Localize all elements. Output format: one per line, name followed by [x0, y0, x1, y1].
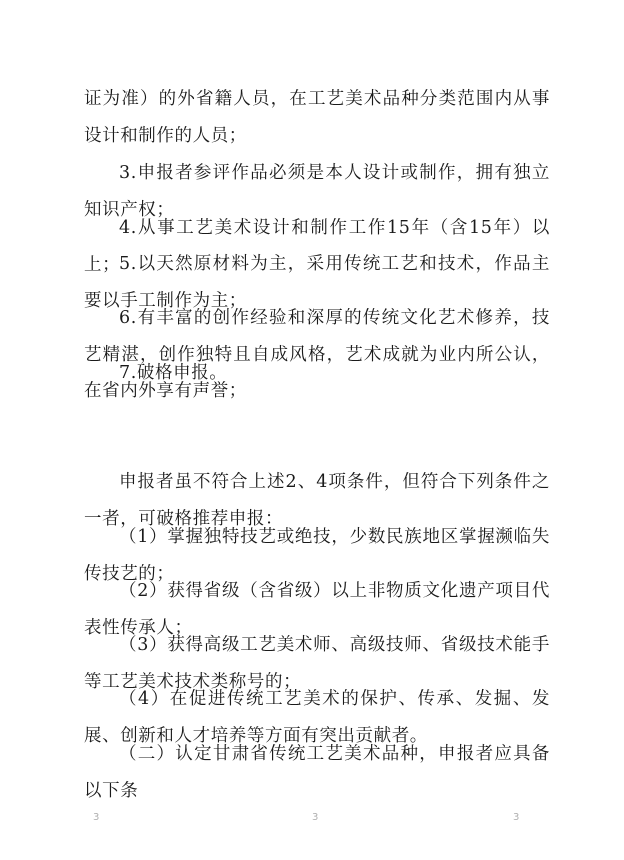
paragraph-6: 7.破格申报。 — [119, 363, 228, 383]
paragraph-2: 3.申报者参评作品必须是本人设计或制作，拥有独立知识产权； — [84, 163, 550, 220]
paragraph-1: 证为准）的外省籍人员，在工艺美术品种分类范围内从事设计和制作的人员； — [84, 89, 550, 146]
paragraph-3: 4.从事工艺美术设计和制作工作15年（含15年）以上； — [84, 218, 550, 275]
paragraph-5: 6.有丰富的创作经验和深厚的传统文化艺术修养，技艺精湛，创作独特且自成风格，艺术成就为业内所公认，在省内外享有声誉； — [84, 308, 550, 401]
paragraph-12: （二）认定甘肃省传统工艺美术品种，申报者应具备以下条 — [84, 744, 550, 801]
paragraph-4: 5.以天然原材料为主，采用传统工艺和技术，作品主要以手工制作为主； — [84, 254, 550, 311]
page-mark-left: 3 — [93, 812, 100, 823]
paragraph-7: 申报者虽不符合上述2、4项条件，但符合下列条件之一者，可破格推荐申报： — [84, 472, 550, 529]
paragraph-9: （2）获得省级（含省级）以上非物质文化遗产项目代表性传承人； — [84, 581, 550, 638]
page-mark-right: 3 — [513, 812, 520, 823]
paragraph-11: （4）在促进传统工艺美术的保护、传承、发掘、发展、创新和人才培养等方面有突出贡献者。 — [84, 689, 550, 746]
paragraph-10: （3）获得高级工艺美术师、高级技师、省级技术能手等工艺美术技术类称号的； — [84, 635, 550, 692]
paragraph-8: （1）掌握独特技艺或绝技，少数民族地区掌握濒临失传技艺的； — [84, 527, 550, 584]
page-number: 3 — [312, 812, 319, 823]
